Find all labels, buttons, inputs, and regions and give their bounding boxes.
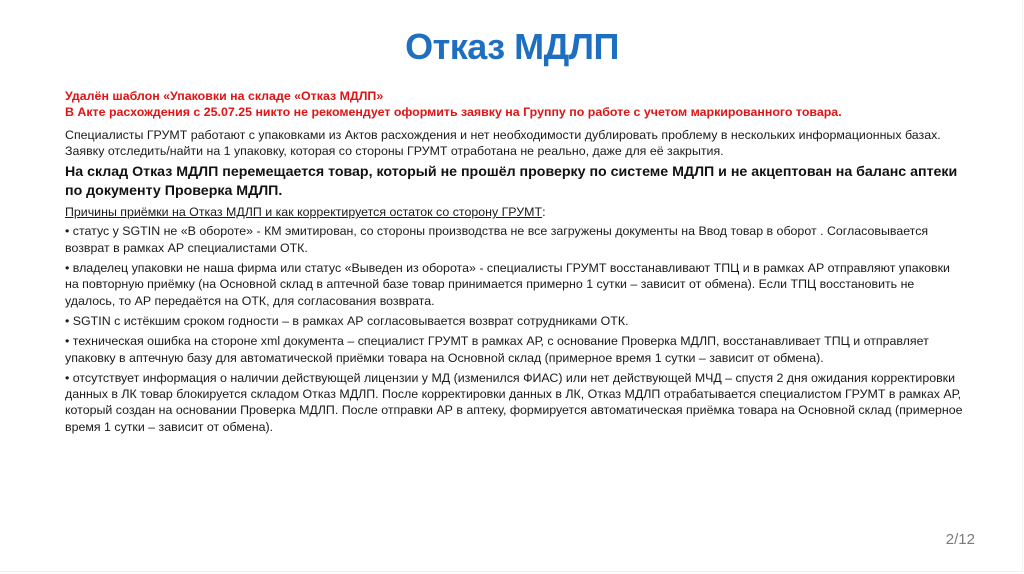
- reasons-heading-colon: :: [542, 205, 546, 220]
- slide-content: [65, 88, 965, 439]
- reason-item-xml-error: • техническая ошибка на стороне xml документа – специалист ГРУМТ в рамках АР, с основание Проверка МДЛП, восстанавливает ТПЦ и отправляет упаковку в аптечную базу для автоматической приёмки товара на Основной склад (примерное время 1 сутки – зависит от обмена).: [65, 334, 929, 365]
- reason-item-license: • отсутствует информация о наличии действующей лицензии у МД (изменился ФИАС) или нет действующей МЧД – спустя 2 дня ожидания корректировки данных в ЛК товар блокируется складом Отказ МДЛП. После корректировки данных в ЛК, Отказ МДЛП отрабатывается специалистом ГРУМТ в рамках АР, который создан на основании Проверка МДЛП. После отправки АР в аптеку, формируется автоматическая приёмка товара на Основной склад (примерное время 1 сутки – зависит от обмена).: [65, 370, 963, 434]
- alert-line-template-removed: Удалён шаблон «Упаковки на складе «Отказ МДЛП»: [65, 89, 384, 103]
- reasons-heading-text: Причины приёмки на Отказ МДЛП и как корректируется остаток со сторону ГРУМТ: [65, 205, 543, 220]
- reason-item-owner: • владелец упаковки не наша фирма или статус «Выведен из оборота» - специалисты ГРУМТ восстанавливают ТПЦ и в рамках АР отправляют упаковки на повторную приёмку (на Основной склад в аптечной базе товар принимается примерно 1 сутки – зависит от обмена). Если ТПЦ восстановить не удалось, то АР передаётся на ОТК, для согласования возврата.: [65, 261, 950, 308]
- reasons-heading: [65, 204, 965, 220]
- alert-line-recommendation: В Акте расхождения с 25.07.25 никто не рекомендует оформить заявку на Группу по работе с учетом маркированного товара.: [65, 105, 842, 120]
- slide-title: Отказ МДЛП: [405, 26, 619, 67]
- alert-block: [65, 88, 965, 121]
- intro-paragraph: Специалисты ГРУМТ работают с упаковками из Актов расхождения и нет необходимости дублировать проблему в нескольких информационных базах. Заявку отследить/найти на 1 упаковку, которая со стороны ГРУМТ отработана не реально, даже для её закрытия.: [65, 127, 941, 158]
- page-indicator: 2/12: [945, 531, 975, 548]
- summary-paragraph: На склад Отказ МДЛП перемещается товар, который не прошёл проверку по системе МДЛП и не акцептован на баланс аптеки по документу Проверка МДЛП.: [65, 164, 958, 200]
- reason-item-sgtin-status: • статус у SGTIN не «В обороте» - КМ эмитирован, со стороны производства не все загружены документы на Ввод товар в оборот . Согласовывается возврат в рамках АР специалистами ОТК.: [65, 224, 929, 255]
- reason-item-expired: • SGTIN с истёкшим сроком годности – в рамках АР согласовывается возврат сотрудниками ОТК.: [65, 313, 629, 328]
